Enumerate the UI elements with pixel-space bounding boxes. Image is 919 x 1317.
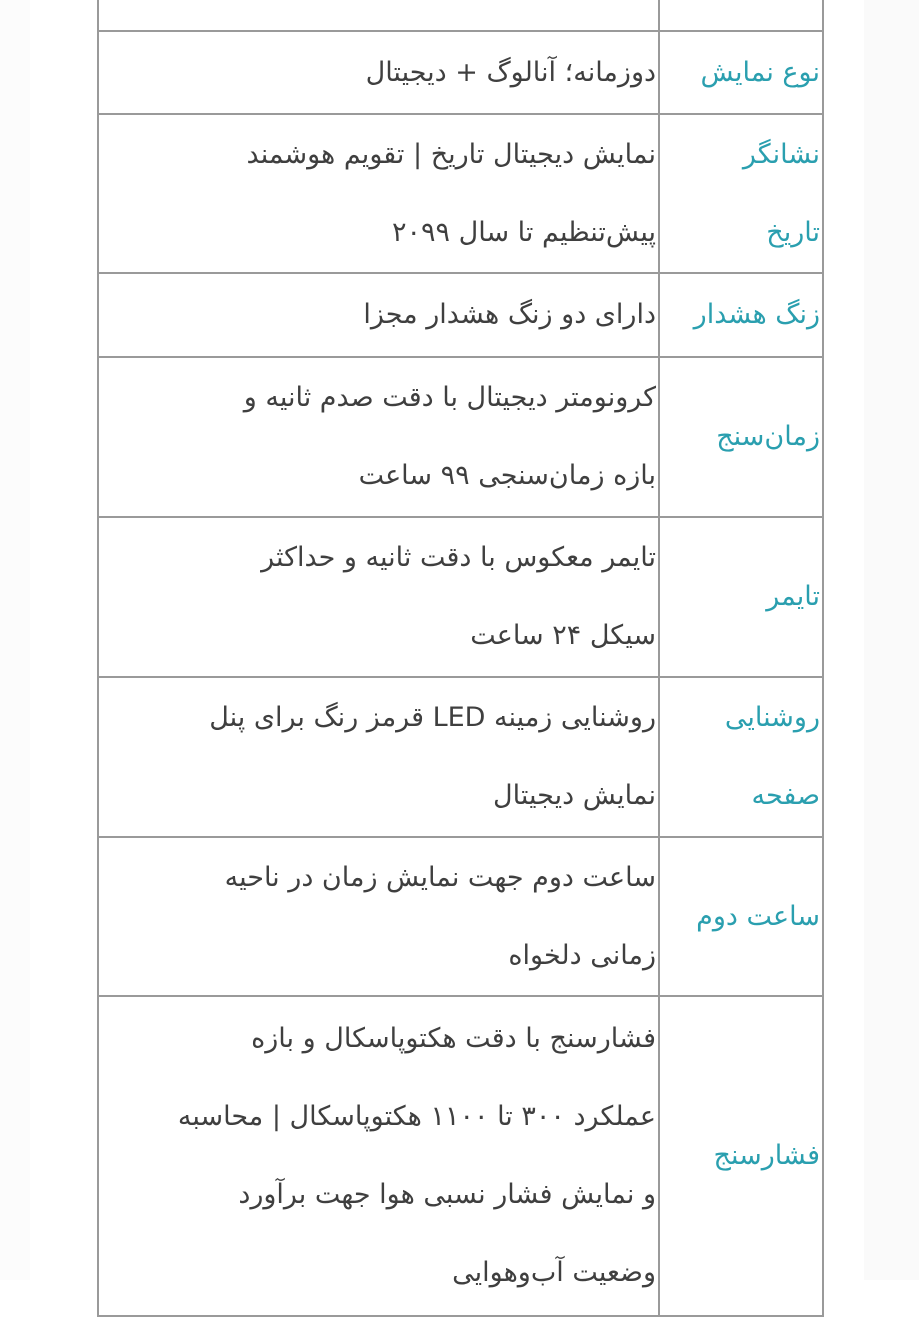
value-line: دارای دو زنگ هشدار مجزا	[363, 299, 656, 330]
label-line: تایمر	[766, 581, 820, 612]
label-line: تاریخ	[766, 216, 820, 248]
row-label	[659, 677, 823, 837]
page-margin-right	[864, 0, 919, 1280]
row-value	[98, 677, 659, 837]
row-label	[659, 837, 823, 996]
row-label	[659, 31, 823, 114]
value-line: کرونومتر دیجیتال با دقت صدم ثانیه و	[243, 382, 656, 413]
value-line: و نمایش فشار نسبی هوا جهت برآورد	[238, 1179, 656, 1210]
row-value	[98, 517, 659, 677]
value-line: وضعیت آب‌وهوایی	[452, 1257, 656, 1288]
value-line: فشارسنج با دقت هکتوپاسکال و بازه	[251, 1023, 656, 1054]
table-row	[98, 996, 823, 1316]
value-line: سیکل ۲۴ ساعت	[470, 620, 656, 651]
row-value	[98, 31, 659, 114]
table-row	[98, 837, 823, 996]
value-line: نمایش دیجیتال	[493, 780, 656, 811]
label-line: زمان‌سنج	[716, 421, 820, 452]
label-line: ساعت دوم	[696, 900, 820, 932]
value-line: روشنایی زمینه LED قرمز رنگ برای پنل	[209, 702, 656, 733]
row-label	[659, 114, 823, 273]
value-line: تایمر معکوس با دقت ثانیه و حداکثر	[261, 542, 656, 573]
row-label	[659, 996, 823, 1316]
value-line: دوزمانه؛ آنالوگ + دیجیتال	[365, 56, 656, 88]
row-label	[659, 517, 823, 677]
value-line: پیش‌تنظیم تا سال ۲۰۹۹	[392, 216, 656, 248]
label-line: نشانگر	[742, 138, 820, 170]
row-value	[98, 837, 659, 996]
table-row	[98, 114, 823, 273]
table-row-partial	[98, 0, 823, 31]
label-line: صفحه	[751, 780, 820, 811]
row-value	[98, 114, 659, 273]
table-row	[98, 31, 823, 114]
label-line: نوع نمایش	[700, 56, 820, 88]
value-line: عملکرد ۳۰۰ تا ۱۱۰۰ هکتوپاسکال | محاسبه	[177, 1101, 656, 1132]
table-row	[98, 357, 823, 517]
row-label	[659, 357, 823, 517]
label-line: زنگ هشدار	[693, 299, 820, 330]
specs-table	[97, 0, 824, 1317]
row-value	[98, 273, 659, 357]
value-line: زمانی دلخواه	[508, 939, 656, 971]
value-line: بازه زمان‌سنجی ۹۹ ساعت	[358, 460, 656, 491]
page-margin-left	[0, 0, 30, 1280]
row-label	[659, 273, 823, 357]
table-row	[98, 677, 823, 837]
row-value	[98, 996, 659, 1316]
row-value	[98, 357, 659, 517]
label-line: فشارسنج	[713, 1140, 820, 1171]
label-line: روشنایی	[724, 702, 820, 733]
value-line: نمایش دیجیتال تاریخ | تقویم هوشمند	[246, 138, 656, 170]
value-line: ساعت دوم جهت نمایش زمان در ناحیه	[224, 861, 656, 893]
table-row	[98, 517, 823, 677]
table-row	[98, 273, 823, 357]
